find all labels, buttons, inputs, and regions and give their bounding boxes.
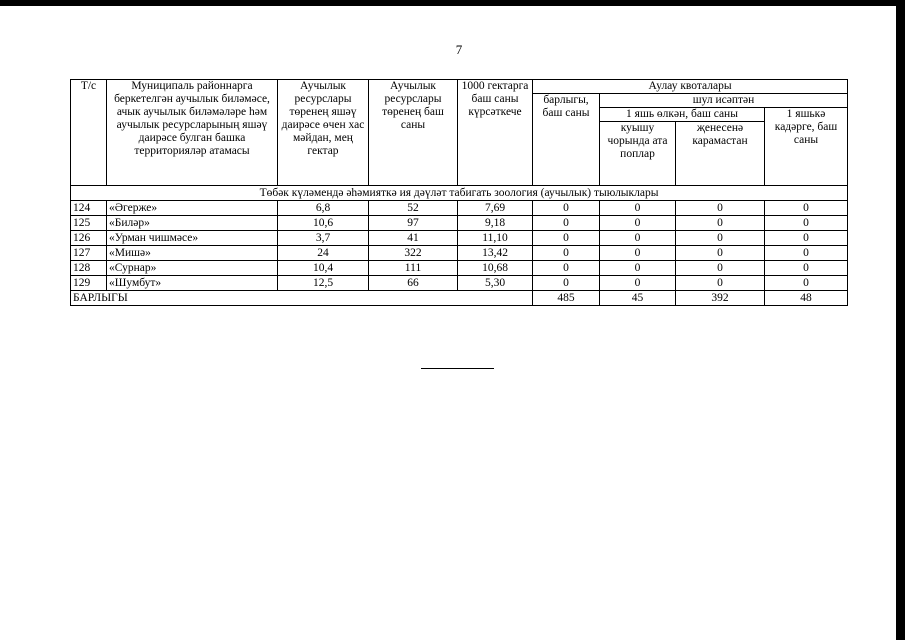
header-name: Муниципаль районнарга беркетелгән аучылык биләмәсе, ачык аучылык биләмәләре һәм аучылык ресурсларының яшәү даирәсе булган башка территорияләр атамасы	[107, 80, 278, 186]
row-regardless: 0	[676, 276, 765, 291]
row-area: 24	[278, 246, 369, 261]
row-density: 13,42	[458, 246, 533, 261]
row-count: 111	[369, 261, 458, 276]
table-header	[71, 80, 848, 186]
totals-males: 45	[600, 291, 676, 306]
row-young: 0	[765, 246, 848, 261]
row-name: «Мишә»	[107, 246, 278, 261]
row-area: 10,6	[278, 216, 369, 231]
header-quota-incl: шул исәптән	[600, 94, 848, 108]
row-count: 66	[369, 276, 458, 291]
row-count: 97	[369, 216, 458, 231]
row-name: «Урман чишмәсе»	[107, 231, 278, 246]
row-males: 0	[600, 216, 676, 231]
row-total: 0	[533, 246, 600, 261]
row-density: 11,10	[458, 231, 533, 246]
row-num: 129	[71, 276, 107, 291]
row-males: 0	[600, 246, 676, 261]
row-young: 0	[765, 276, 848, 291]
header-quota-males: куышу чорында ата поплар	[600, 122, 676, 186]
row-males: 0	[600, 201, 676, 216]
row-males: 0	[600, 276, 676, 291]
row-area: 3,7	[278, 231, 369, 246]
row-density: 7,69	[458, 201, 533, 216]
header-density: 1000 гектарга баш саны күрсәткече	[458, 80, 533, 186]
row-count: 41	[369, 231, 458, 246]
row-count: 322	[369, 246, 458, 261]
row-num: 127	[71, 246, 107, 261]
totals-total: 485	[533, 291, 600, 306]
totals-label: БАРЛЫГЫ	[71, 291, 533, 306]
header-num: Т/с	[71, 80, 107, 186]
row-regardless: 0	[676, 261, 765, 276]
row-males: 0	[600, 261, 676, 276]
table-body	[71, 186, 848, 306]
section-title: Төбәк күләмендә әһәмияткә ия дәүләт табигать зоология (аучылык) тыюлыклары	[71, 186, 848, 201]
table-row	[71, 276, 848, 291]
totals-young: 48	[765, 291, 848, 306]
row-area: 6,8	[278, 201, 369, 216]
scan-edge-top	[0, 0, 905, 6]
header-count: Аучылык ресурслары төренең баш саны	[369, 80, 458, 186]
header-quota-total: барлыгы, баш саны	[533, 94, 600, 186]
table-row	[71, 231, 848, 246]
row-area: 10,4	[278, 261, 369, 276]
row-total: 0	[533, 201, 600, 216]
row-total: 0	[533, 261, 600, 276]
row-num: 124	[71, 201, 107, 216]
row-regardless: 0	[676, 231, 765, 246]
row-total: 0	[533, 216, 600, 231]
row-num: 128	[71, 261, 107, 276]
row-males: 0	[600, 231, 676, 246]
row-density: 10,68	[458, 261, 533, 276]
page-number: 7	[455, 42, 463, 57]
row-regardless: 0	[676, 216, 765, 231]
row-density: 9,18	[458, 216, 533, 231]
row-young: 0	[765, 231, 848, 246]
table-row	[71, 246, 848, 261]
header-area: Аучылык ресурслары төренең яшәү даирәсе өчен хас мәйдан, мең гектар	[278, 80, 369, 186]
row-count: 52	[369, 201, 458, 216]
header-quota-regardless: җенесенә карамастан	[676, 122, 765, 186]
quota-table	[70, 79, 848, 306]
row-total: 0	[533, 276, 600, 291]
row-name: «Шумбут»	[107, 276, 278, 291]
totals-row	[71, 291, 848, 306]
table-row	[71, 201, 848, 216]
end-rule	[421, 368, 494, 369]
row-young: 0	[765, 201, 848, 216]
row-regardless: 0	[676, 201, 765, 216]
row-name: «Биләр»	[107, 216, 278, 231]
row-total: 0	[533, 231, 600, 246]
table-row	[71, 261, 848, 276]
header-quota-older: 1 яшь өлкән, баш саны	[600, 108, 765, 122]
row-density: 5,30	[458, 276, 533, 291]
totals-regardless: 392	[676, 291, 765, 306]
row-name: «Әгерже»	[107, 201, 278, 216]
header-quota-group: Аулау квоталары	[533, 80, 848, 94]
row-num: 125	[71, 216, 107, 231]
row-young: 0	[765, 261, 848, 276]
row-area: 12,5	[278, 276, 369, 291]
header-quota-young: 1 яшькә кадәрге, баш саны	[765, 108, 848, 186]
table-row	[71, 216, 848, 231]
row-regardless: 0	[676, 246, 765, 261]
row-name: «Сурнар»	[107, 261, 278, 276]
scan-edge-right	[896, 0, 905, 640]
row-num: 126	[71, 231, 107, 246]
row-young: 0	[765, 216, 848, 231]
